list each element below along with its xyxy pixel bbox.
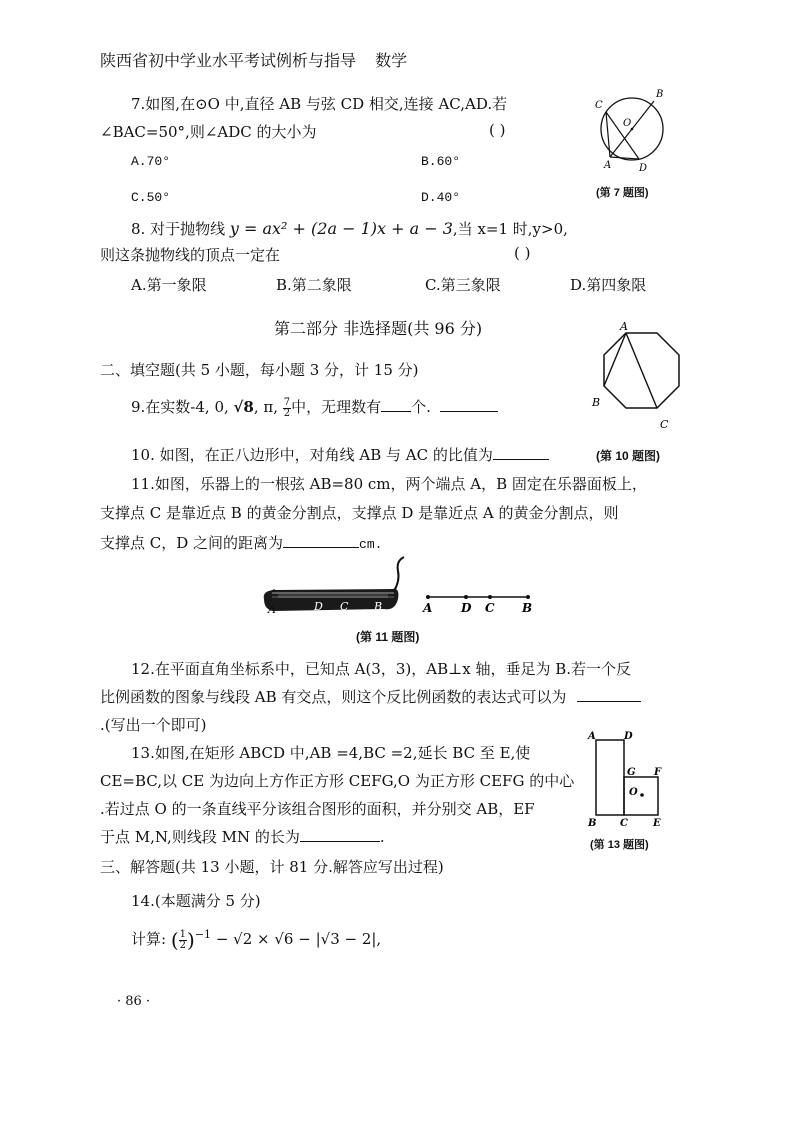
q10-line [131,444,549,465]
q14-prefix: 计算: [131,930,167,948]
q13-blank[interactable] [300,827,380,842]
figure-10-caption: (第 10 题图) [596,449,661,463]
q7-option-d: D.40° [421,190,461,205]
fig11-label-c: C [485,601,495,615]
q13-line4 [100,826,385,847]
q8-paren: ( ) [514,244,531,262]
q10-text: 10. 如图，在正八边形中，对角线 AB 与 AC 的比值为 [131,446,493,464]
fig11-instrument-label-a: A [268,603,276,616]
fig13-label-g: G [627,767,636,778]
q9-sqrt8: √8 [233,398,254,416]
q9-prefix: 9.在实数-4, 0, [131,398,234,416]
q9-blank[interactable] [381,397,411,412]
q9-mid: , π, [253,398,283,416]
fig10-label-c: C [660,418,669,431]
q13-line3: .若过点 O 的一条直线平分该组合图形的面积，并分别交 AB，EF [100,800,535,818]
figure-7-caption: (第 7 题图) [596,187,649,199]
q7-option-a: A.70° [131,154,171,169]
q8-option-c: C.第三象限 [425,276,501,294]
header-title: 陕西省初中学业水平考试例析与指导 [100,51,357,70]
q13-line4-prefix: 于点 M,N,则线段 MN 的长为 [100,828,300,846]
q7-line2: ∠BAC=50°,则∠ADC 的大小为 [100,123,317,141]
fill-section-title: 二、填空题(共 5 小题，每小题 3 分，计 15 分) [100,361,419,379]
fig13-label-f: F [654,767,662,778]
q12-line1: 12.在平面直角坐标系中，已知点 A(3，3)，AB⊥x 轴，垂足为 B.若一个反 [131,660,631,678]
q12-blank[interactable] [577,687,641,702]
page-header [100,48,407,71]
q8-option-d: D.第四象限 [570,276,647,294]
q11-blank[interactable] [283,533,359,548]
fig11-label-a: A [423,601,433,615]
q14-body: − √2 × √6 − |√3 − 2|, [211,930,382,948]
figure-11 [258,553,538,618]
q11-line1: 11.如图，乐器上的一根弦 AB=80 cm，两个端点 A，B 固定在乐器面板上， [131,475,647,493]
q14-expression: 计算: ( $\frac{1}{2}$ )$^{-1}$ − √2 × √6 − |√3 − 2|, [131,928,382,952]
q14-frac-den: 2 [179,939,187,951]
q9-line [131,396,498,419]
q11-line3 [100,532,382,553]
q14-frac-num: 1 [179,928,187,940]
fig13-label-d: D [624,731,633,742]
q12-line2 [100,686,641,707]
fig10-label-b: B [592,396,601,409]
q7-line1: 7.如图,在⊙O 中,直径 AB 与弦 CD 相交,连接 AC,AD.若 [131,95,508,113]
q14-title: 14.(本题满分 5 分) [131,892,261,910]
q8-formula: y = ax² + (2a − 1)x + a − 3 [229,219,453,238]
page-number: · 86 · [117,994,151,1009]
fig11-label-d: D [461,601,472,615]
q9-fraction [283,398,291,419]
q14-exponent: −1 [194,928,212,941]
q11-line3-prefix: 支撑点 C，D 之间的距离为 [100,534,284,552]
figure-13-caption: (第 13 题图) [590,839,649,851]
fig13-label-b: B [588,818,597,828]
q11-line3-suffix: cm. [359,537,383,552]
fig11-instrument-label-b: B [374,600,383,613]
figure-10 [590,318,690,433]
q8-suffix: ,当 x=1 时,y>0, [452,220,568,238]
q9-frac-den: 2 [283,407,291,419]
q13-line4-suffix: . [379,828,385,846]
q13-line1: 13.如图,在矩形 ABCD 中,AB =4,BC =2,延长 BC 至 E,使 [131,744,531,762]
q14-fraction [179,930,187,951]
q8-option-a: A.第一象限 [131,276,207,294]
q11-line2: 支撑点 C 是靠近点 B 的黄金分割点，支撑点 D 是靠近点 A 的黄金分割点，则 [100,504,619,522]
q13-line2: CE=BC,以 CE 为边向上方作正方形 CEFG,O 为正方形 CEFG 的中心 [100,772,575,790]
q7-option-b: B.60° [421,154,461,169]
q9-suffix: 中，无理数有 [291,398,382,416]
q9-unit: 个. [411,398,431,416]
part3-title: 三、解答题(共 13 小题，计 81 分.解答应写出过程) [100,858,444,876]
fig7-label-a: A [604,160,612,171]
fig13-label-o: O [629,787,638,798]
fig7-label-o: O [623,118,632,129]
q12-line2-text: 比例函数的图象与线段 AB 有交点，则这个反比例函数的表达式可以为 [100,688,567,706]
part2-title: 第二部分 非选择题(共 96 分) [274,319,483,338]
fig7-label-b: B [656,89,664,100]
fig11-instrument-label-d: D [314,600,323,613]
fig7-label-c: C [595,100,603,111]
fig13-label-c: C [620,818,628,828]
q10-blank[interactable] [493,445,549,460]
fig7-label-d: D [639,163,648,174]
q8-option-b: B.第二象限 [276,276,352,294]
figure-11-caption: (第 11 题图) [356,630,420,644]
q8-prefix: 8. 对于抛物线 [131,220,226,238]
header-subject: 数学 [375,51,408,70]
q9-frac-num: 7 [283,396,291,408]
q8-line1 [131,218,568,239]
figure-7 [592,80,678,182]
figure-13 [584,728,674,828]
fig10-label-a: A [620,320,628,333]
fig11-label-b: B [522,601,533,615]
q7-option-c: C.50° [131,190,171,205]
fig13-label-a: A [588,731,596,742]
fig11-instrument-label-c: C [340,600,349,613]
q12-line3: .(写出一个即可) [100,716,207,734]
q9-answer-line[interactable] [440,397,498,412]
q7-paren: ( ) [489,121,506,139]
q8-line2: 则这条抛物线的顶点一定在 [100,246,281,264]
fig13-label-e: E [653,818,661,828]
